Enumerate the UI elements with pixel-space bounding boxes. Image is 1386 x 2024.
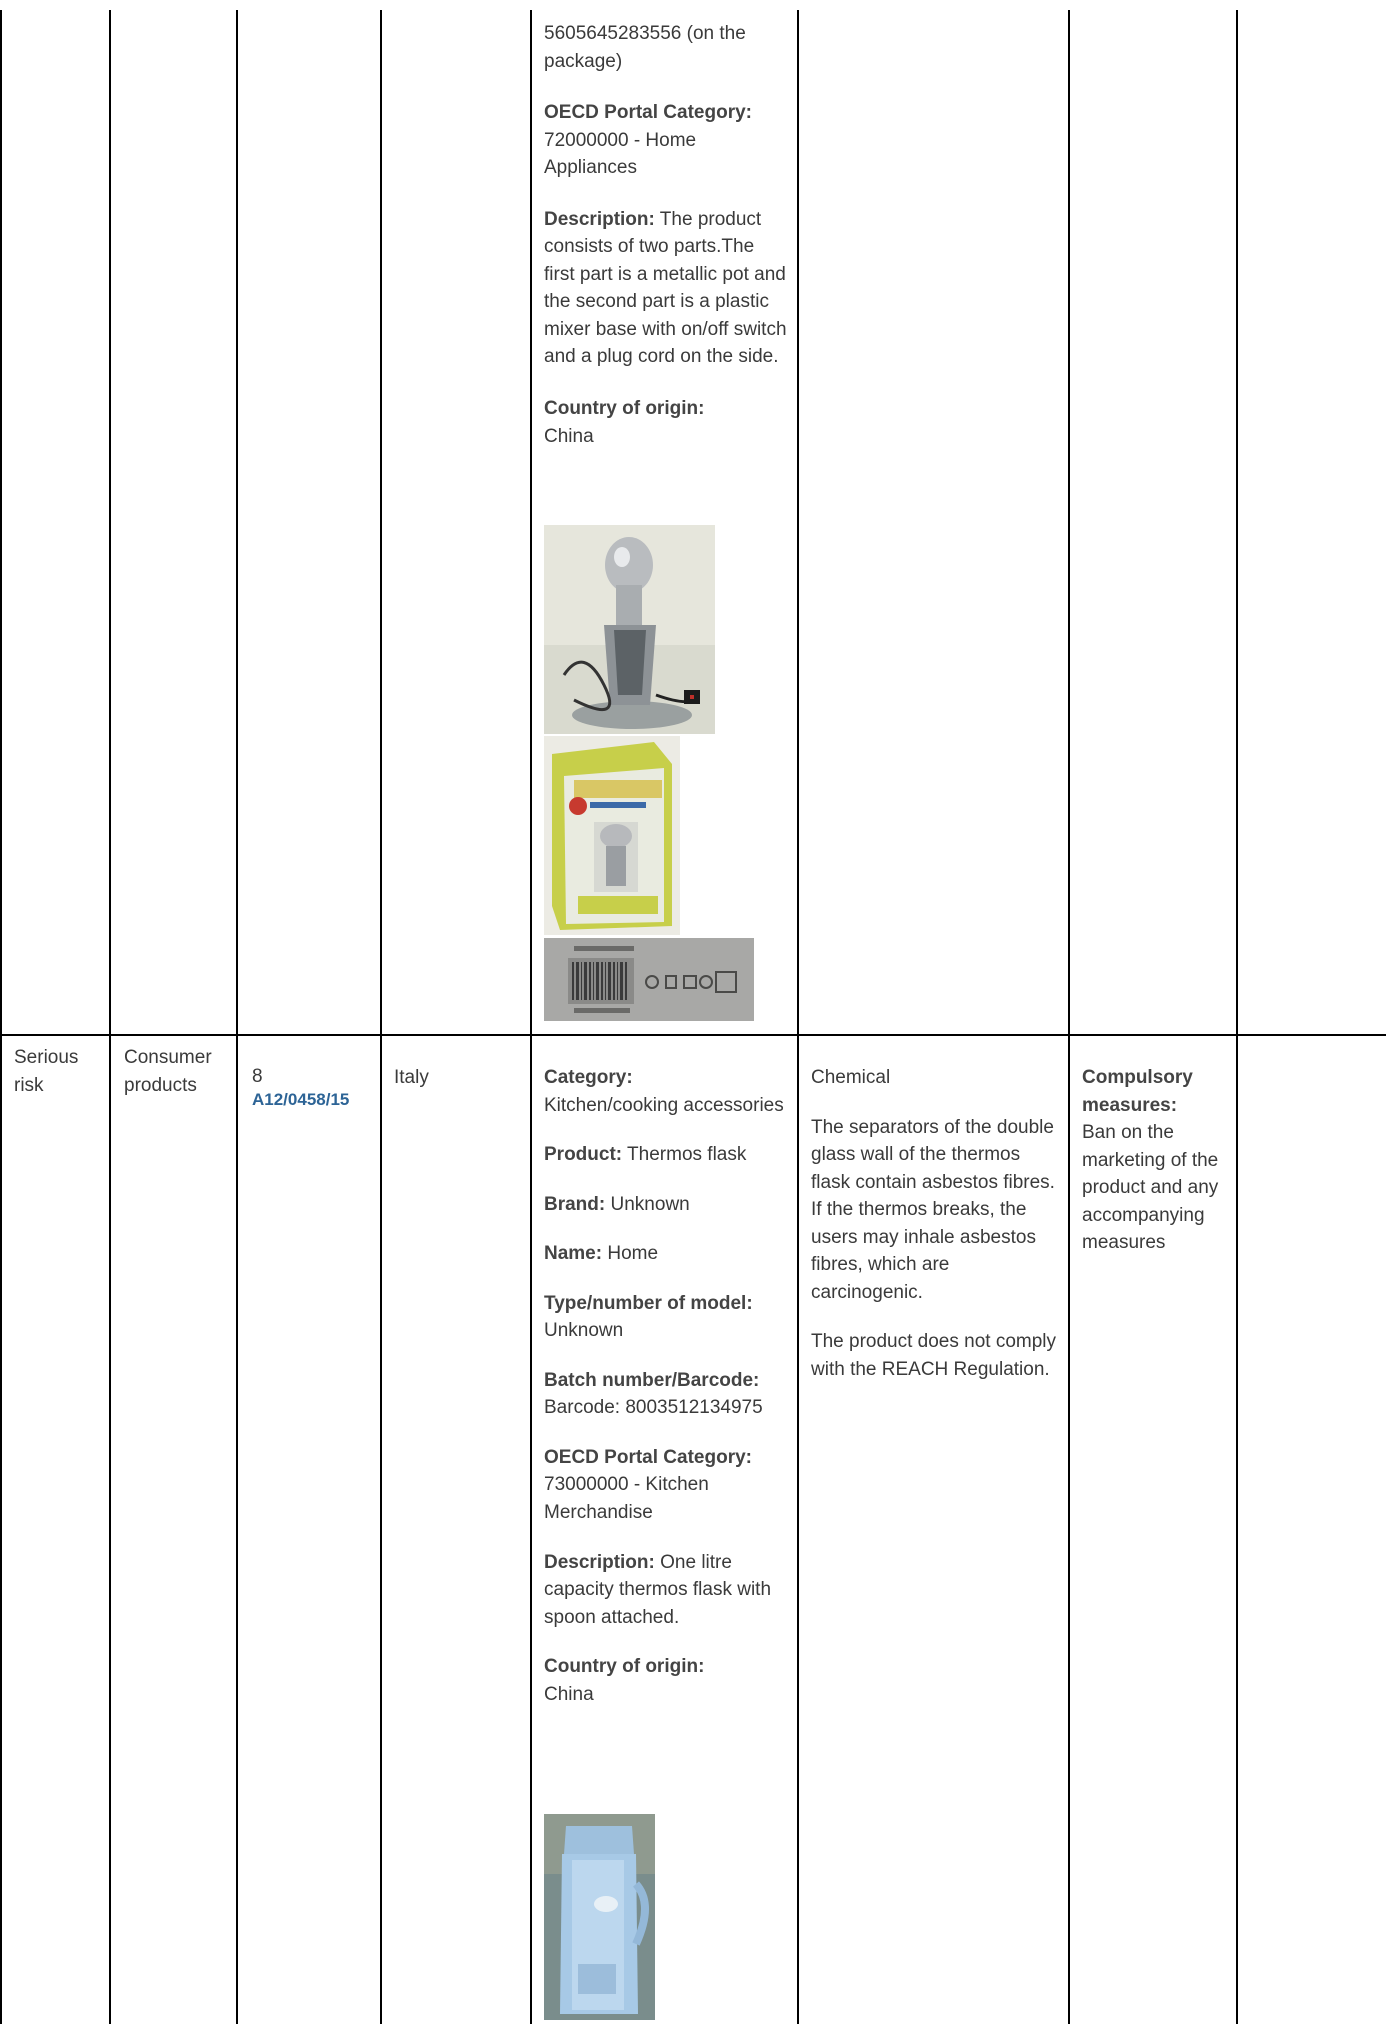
model-line: [544, 1290, 790, 1345]
oecd-category-label-2: OECD Portal Category:: [544, 1446, 752, 1468]
barcode-continuation: 5605645283556 (on the package): [544, 23, 746, 72]
notification-number-cell: [252, 1066, 376, 1112]
origin-value-2: China: [544, 1683, 594, 1705]
description-value: The product consists of two parts.The first part is a metallic pot and the second part is a plastic mixer base with on/off switch and a plug cord on the side.: [544, 208, 787, 368]
measures-value: Ban on the marketing of the product and any accompanying measures: [1082, 1122, 1219, 1254]
package-photo-drawing: [544, 736, 680, 935]
product-label: Product:: [544, 1144, 623, 1166]
column-divider-4: [530, 10, 532, 2024]
batch-value: Barcode: 8003512134975: [544, 1397, 763, 1419]
measures: [1082, 1064, 1232, 1257]
product-description: [544, 206, 790, 371]
category-label: Category:: [544, 1067, 633, 1088]
oecd-category: [544, 99, 790, 182]
measures-label: Compulsory measures:: [1082, 1067, 1193, 1116]
risk-description: The separators of the double glass wall of the thermos flask contain asbestos fibres. If the thermos breaks, the users may inhale asbestos fibres, which are carcinogenic.: [811, 1116, 1055, 1303]
table-border-left: [0, 10, 2, 2024]
oecd-category-value: 72000000 - Home Appliances: [544, 129, 697, 179]
description-value-2: One litre capacity thermos flask with spoon attached.: [544, 1551, 772, 1628]
column-divider-5: [797, 10, 799, 2024]
product-name-line: [544, 1141, 790, 1169]
product-type: Consumer products: [124, 1047, 212, 1096]
measures-cell: [1082, 1064, 1232, 1279]
country-of-origin: [544, 395, 790, 450]
batch-line: [544, 1367, 790, 1422]
column-divider-3: [380, 10, 382, 2024]
notification-number: 8: [252, 1066, 263, 1087]
description-label: Description:: [544, 208, 655, 230]
product-type-cell: [124, 1044, 232, 1099]
thermos-product-photo: [544, 1814, 655, 2020]
brand-label: Brand:: [544, 1193, 606, 1215]
product-value: Thermos flask: [627, 1144, 747, 1166]
model-label: Type/number of model:: [544, 1292, 753, 1314]
barcode-label-photo: [544, 938, 754, 1021]
model-value: Unknown: [544, 1320, 624, 1342]
barcode-photo-drawing: [544, 938, 754, 1021]
notification-reference-link[interactable]: A12/0458/15: [252, 1089, 350, 1109]
risk-kind: Chemical: [811, 1067, 891, 1088]
name-value: Home: [607, 1243, 659, 1265]
name-line: [544, 1240, 790, 1268]
category-value: Kitchen/cooking accessories: [544, 1094, 784, 1116]
column-divider-7: [1236, 10, 1238, 2024]
brand-value: Unknown: [610, 1193, 690, 1215]
risk-type: Serious risk: [14, 1047, 79, 1096]
notifying-country-cell: [394, 1064, 524, 1092]
country-of-origin-2: [544, 1653, 790, 1708]
notifying-country: Italy: [394, 1067, 429, 1088]
column-divider-6: [1068, 10, 1070, 2024]
origin-label-2: Country of origin:: [544, 1656, 705, 1678]
origin-label: Country of origin:: [544, 398, 705, 420]
risk-cell: [811, 1064, 1061, 1405]
compliance-note: The product does not comply with the REACH Regulation.: [811, 1331, 1057, 1380]
mixer-product-photo: [544, 525, 715, 734]
oecd-category-value-2: 73000000 - Kitchen Merchandise: [544, 1474, 709, 1524]
row1-product-cell: [544, 20, 790, 472]
thermos-photo-drawing: [544, 1814, 655, 2020]
oecd-category-2: [544, 1444, 790, 1527]
risk-type-cell: [14, 1044, 104, 1099]
mixer-photo-drawing: [544, 525, 715, 734]
row2-product-cell: [544, 1064, 790, 1730]
description-label-2: Description:: [544, 1551, 655, 1573]
brand-line: [544, 1191, 790, 1219]
oecd-category-label: OECD Portal Category:: [544, 102, 752, 124]
batch-label: Batch number/Barcode:: [544, 1369, 760, 1391]
row-separator: [0, 1034, 1386, 1036]
product-description-2: [544, 1549, 790, 1632]
column-divider-1: [109, 10, 111, 2024]
origin-value: China: [544, 425, 594, 447]
product-category: [544, 1064, 790, 1119]
column-divider-2: [236, 10, 238, 2024]
name-label: Name:: [544, 1243, 603, 1265]
mixer-package-photo: [544, 736, 680, 935]
